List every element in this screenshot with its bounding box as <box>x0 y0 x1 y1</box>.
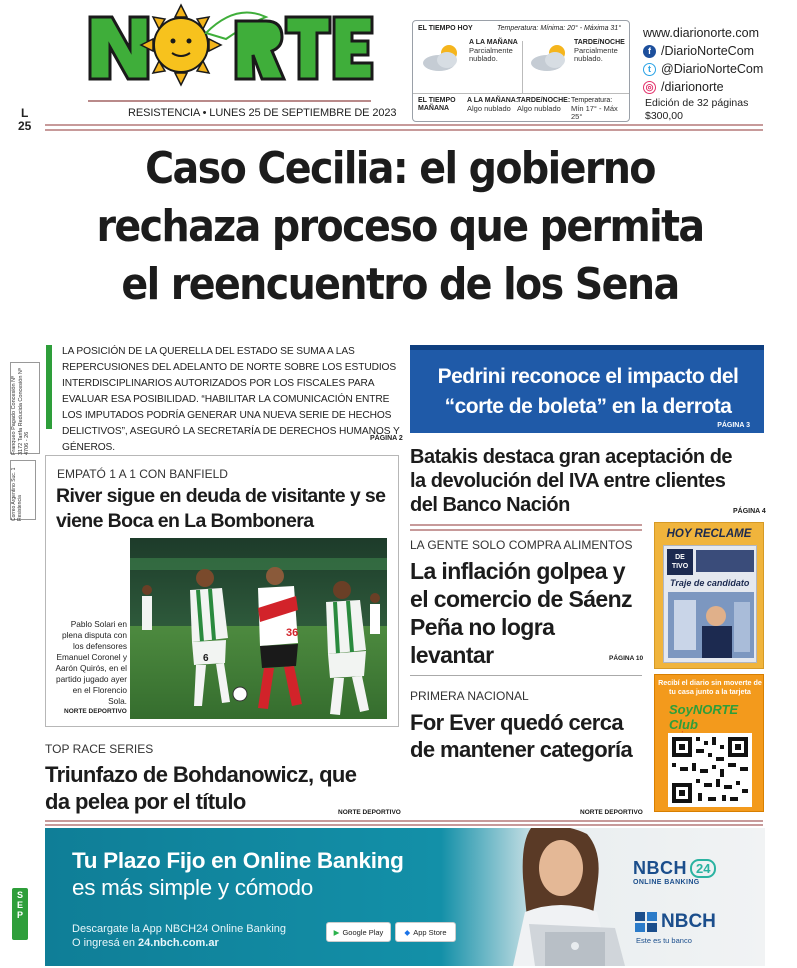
facebook-link[interactable] <box>643 42 763 60</box>
nbch24-logo <box>633 858 716 886</box>
nbch-tagline: Este es tu banco <box>636 936 692 945</box>
toprace-title[interactable]: Triunfazo de Bohdanowicz, que da pelea por el título <box>45 762 357 814</box>
norte-logo <box>86 3 376 87</box>
section-rule <box>410 675 642 676</box>
headline-line: el reencuentro de los Sena <box>121 259 679 310</box>
qr-code[interactable] <box>668 733 752 807</box>
banner-site-prefix: O ingresá en <box>72 937 139 949</box>
pedrini-title: Pedrini reconoce el impacto del “corte de boleta” en la derrota <box>437 365 739 418</box>
toprace-source: NORTE DEPORTIVO <box>338 809 401 816</box>
soynorte-promo[interactable] <box>654 674 764 812</box>
instagram-link[interactable] <box>643 78 763 96</box>
weather-tomorrow-evening-label: TARDE/NOCHE: <box>517 97 571 104</box>
edition-price: $300,00 <box>645 110 683 122</box>
banner-headline: Tu Plazo Fijo en Online Banking <box>72 848 404 873</box>
river-source: NORTE DEPORTIVO <box>64 708 127 715</box>
river-match-photo <box>130 538 387 719</box>
main-headline[interactable] <box>67 140 733 314</box>
pedrini-story[interactable] <box>410 345 764 433</box>
weather-box <box>412 20 630 122</box>
twitter-link[interactable] <box>643 60 763 78</box>
website-link[interactable] <box>643 24 763 42</box>
postage-box <box>10 362 40 454</box>
google-play-button[interactable] <box>326 922 391 942</box>
reclame-badge: DE TIVO <box>667 549 693 575</box>
facebook-text: /DiarioNorteCom <box>661 44 755 58</box>
toprace-kicker: TOP RACE SERIES <box>45 742 154 756</box>
soynorte-logo <box>669 702 751 732</box>
banner-subheadline: es más simple y cómodo <box>72 875 313 900</box>
section-rule <box>410 529 642 531</box>
month-tab <box>12 888 28 940</box>
reclame-cover-photo <box>668 592 754 658</box>
headline-line: Caso Cecilia: el gobierno <box>145 143 655 194</box>
google-play-label: Google Play <box>342 927 384 937</box>
side-marker <box>18 107 31 133</box>
nbch-name: NBCH <box>661 911 716 932</box>
weather-title: EL TIEMPO HOY <box>418 25 473 32</box>
weather-tomorrow-temp-label: Temperatura: <box>571 97 613 104</box>
cloud-sun-icon <box>527 43 573 73</box>
nbch24-sub: ONLINE BANKING <box>633 879 700 886</box>
banner-site-text <box>72 937 219 949</box>
weather-morning-label: A LA MAÑANA <box>469 39 518 46</box>
jersey-number: 36 <box>286 627 299 639</box>
weather-rule <box>413 93 629 94</box>
river-photo-caption: Pablo Solari en plena disputa con los defensores Emanuel Coronel y Aarón Quirós, en el partido jugado ayer en el Florencio Sola. <box>55 619 127 706</box>
nbch-mark-icon <box>635 912 657 932</box>
weather-tomorrow-label: EL TIEMPO MAÑANA <box>418 97 456 112</box>
reclame-cover-title: Traje de candidato <box>670 578 750 588</box>
twitter-icon: t <box>643 63 656 76</box>
primera-kicker: PRIMERA NACIONAL <box>410 689 529 703</box>
weather-tomorrow-evening-desc: Algo nublado <box>517 104 561 113</box>
banner-site-link[interactable]: 24.nbch.com.ar <box>138 937 219 949</box>
batakis-title[interactable]: Batakis destaca gran aceptación de la devolución del IVA entre clientes del Banco Nación <box>410 446 733 516</box>
forever-source: NORTE DEPORTIVO <box>580 809 643 816</box>
bottom-rule <box>45 824 763 826</box>
banner-woman-laptop-photo <box>475 828 645 966</box>
bottom-rule <box>45 820 763 822</box>
edition-pages: Edición de 32 páginas <box>645 97 749 109</box>
postal-box <box>10 460 36 520</box>
weather-tomorrow-temp-desc: Mín 17° - Máx 25° <box>571 104 618 121</box>
promo-logo-text: SoyNORTE Club <box>669 702 739 732</box>
lead-page-ref: PÁGINA 2 <box>370 435 403 442</box>
website-text: www.diarionorte.com <box>643 26 760 40</box>
weather-tomorrow-morning-label: A LA MAÑANA: <box>467 97 519 104</box>
inflacion-kicker: LA GENTE SOLO COMPRA ALIMENTOS <box>410 538 633 552</box>
river-kicker: EMPATÓ 1 A 1 CON BANFIELD <box>57 467 228 481</box>
banner-app-text: Descargate la App NBCH24 Online Banking <box>72 923 287 935</box>
hoy-reclame-title: HOY RECLAME <box>666 528 752 540</box>
lead-text: LA POSICIÓN DE LA QUERELLA DEL ESTADO SE SUMA A LAS REPERCUSIONES DEL ADELANTO DE NORTE SOBRE LOS ESTUDIOS INTERDISCIPLINARIOS AUTORIZADOS POR LOS FISCALES PARA EVALUAR ESA POSIBILIDAD. “HABILITAR LA COMUNICACIÓN ENTRE LOS IMPUTADOS PODRÍA GENERAR UNA NUEVA SERIE DE HECHOS DELICTIVOS”, ASEGURÓ LA SECRETARÍA DE DERECHOS HUMANOS Y GÉNEROS. <box>62 346 400 453</box>
weather-evening-desc: Parcialmente nublado. <box>574 46 618 63</box>
app-store-button[interactable] <box>395 922 456 942</box>
side-number: 25 <box>18 119 32 133</box>
side-letter: L <box>21 106 29 120</box>
cloud-sun-icon <box>419 43 465 73</box>
jersey-number: 6 <box>203 653 209 664</box>
weather-tomorrow-morning-desc: Algo nublado <box>467 104 511 113</box>
inflacion-title[interactable]: La inflación golpea y el comercio de Sáenz Peña no logra levantar <box>410 558 632 668</box>
edition-info <box>645 97 748 123</box>
nbch-logo <box>635 911 716 933</box>
pedrini-page-ref: PÁGINA 3 <box>717 422 750 429</box>
reclame-thumb <box>696 550 754 572</box>
river-title: River sigue en deuda de visitante y se viene Boca en La Bombonera <box>56 485 386 532</box>
promo-text: Recibí el diario sin moverte de tu casa junto a la tarjeta <box>658 678 762 696</box>
postal-text: Correo Argentino Suc. 1 Resistencia <box>11 467 23 521</box>
nbch24-name: NBCH <box>633 858 687 878</box>
twitter-text: @DiarioNorteCom <box>661 62 764 76</box>
nbch24-num: 24 <box>690 859 716 878</box>
weather-evening-label: TARDE/NOCHE <box>574 39 625 46</box>
inflacion-page-ref: PÁGINA 10 <box>609 655 644 662</box>
forever-title[interactable]: For Ever quedó cerca de mantener categoría <box>410 710 633 762</box>
app-store-label: App Store <box>413 927 447 937</box>
top-rule <box>45 124 763 126</box>
lead-accent-bar <box>46 345 52 429</box>
weather-morning-desc: Parcialmente nublado. <box>469 46 513 63</box>
masthead-rule <box>88 100 371 102</box>
instagram-text: /diarionorte <box>661 80 724 94</box>
hoy-reclame-promo[interactable] <box>654 522 764 669</box>
facebook-icon: f <box>643 45 656 58</box>
month-tab-text: SEP <box>15 890 25 920</box>
headline-line: rechaza proceso que permita <box>96 201 704 252</box>
postage-text: Franqueo Pagado Concesión Nº 3172 Tarifa Reducida Concesión Nº 4706 - 26 <box>11 368 30 455</box>
dateline: RESISTENCIA • LUNES 25 DE SEPTIEMBRE DE 2023 <box>128 107 397 119</box>
weather-divider <box>522 41 523 93</box>
top-rule <box>45 129 763 131</box>
nbch-banner-ad[interactable] <box>45 828 765 966</box>
batakis-page-ref: PÁGINA 4 <box>733 508 766 515</box>
weather-temps: Temperatura: Mínima: 20° - Máxima 31° <box>497 25 621 32</box>
instagram-icon: ◎ <box>643 81 656 94</box>
contact-block <box>643 24 763 96</box>
app-store-icon: ◆ <box>404 927 411 937</box>
google-play-icon: ▶ <box>333 927 340 937</box>
section-rule <box>410 524 642 526</box>
reclame-cover <box>663 545 757 663</box>
